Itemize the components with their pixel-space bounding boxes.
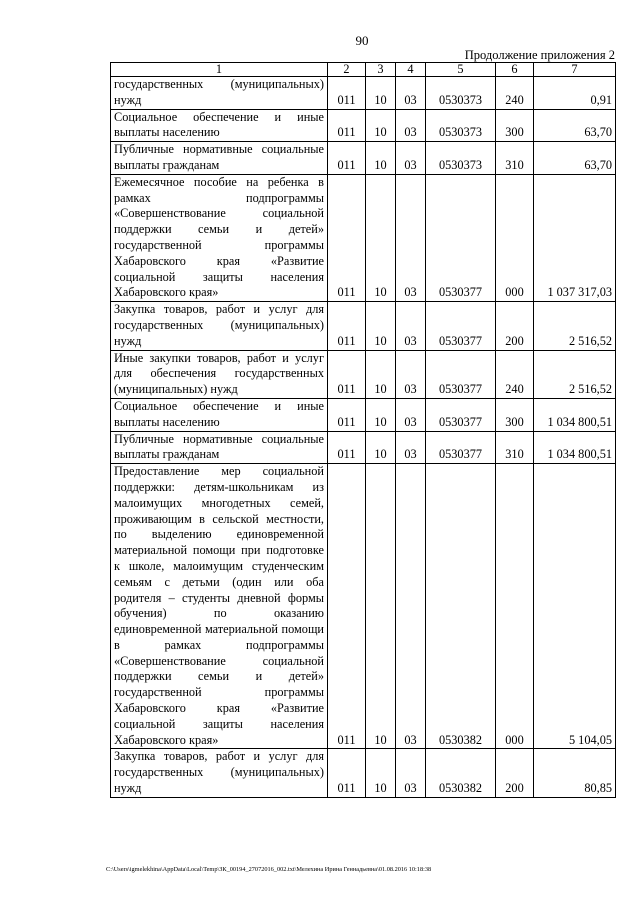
cell-ministry-code: 011 <box>328 350 366 398</box>
cell-ministry-code: 011 <box>328 142 366 175</box>
cell-subsection: 03 <box>396 398 426 431</box>
cell-expense-type: 200 <box>496 749 534 797</box>
cell-ministry-code: 011 <box>328 174 366 301</box>
cell-amount: 2 516,52 <box>534 350 616 398</box>
cell-target-article: 0530382 <box>426 749 496 797</box>
cell-amount: 80,85 <box>534 749 616 797</box>
page-number: 90 <box>355 33 369 48</box>
cell-item-name: Социальное обеспечение и иные выплаты населению <box>111 109 328 142</box>
cell-item-name: Ежемесячное пособие на ребенка в рамках подпрограммы «Совершенствование социальной поддержки семьи и детей» государственной программы Хабаровского края «Развитие социальной защиты населения Хабаровского края» <box>111 174 328 301</box>
column-header: 6 <box>496 63 534 77</box>
table-row <box>111 464 616 749</box>
cell-ministry-code: 011 <box>328 77 366 110</box>
cell-ministry-code: 011 <box>328 109 366 142</box>
cell-subsection: 03 <box>396 749 426 797</box>
table-row <box>111 174 616 301</box>
cell-amount: 63,70 <box>534 142 616 175</box>
cell-subsection: 03 <box>396 350 426 398</box>
cell-section: 10 <box>366 142 396 175</box>
table-row <box>111 77 616 110</box>
cell-section: 10 <box>366 109 396 142</box>
cell-ministry-code: 011 <box>328 302 366 350</box>
column-header: 2 <box>328 63 366 77</box>
cell-subsection: 03 <box>396 77 426 110</box>
cell-amount: 2 516,52 <box>534 302 616 350</box>
cell-ministry-code: 011 <box>328 749 366 797</box>
table-row <box>111 109 616 142</box>
cell-amount: 63,70 <box>534 109 616 142</box>
column-header: 5 <box>426 63 496 77</box>
cell-target-article: 0530373 <box>426 142 496 175</box>
cell-item-name: Публичные нормативные социальные выплаты гражданам <box>111 431 328 464</box>
cell-target-article: 0530377 <box>426 431 496 464</box>
appendix-continuation-label: Продолжение приложения 2 <box>464 48 615 62</box>
cell-item-name: государственных (муниципальных) нужд <box>111 77 328 110</box>
table-row <box>111 749 616 797</box>
cell-amount: 1 034 800,51 <box>534 398 616 431</box>
cell-subsection: 03 <box>396 109 426 142</box>
cell-expense-type: 310 <box>496 142 534 175</box>
cell-subsection: 03 <box>396 302 426 350</box>
table-row <box>111 350 616 398</box>
cell-item-name: Предоставление мер социальной поддержки: детям-школьникам из малоимущих многодетных семей, проживающим в сельской местности, по выделению единовременной материальной помощи при подготовке к школе, малоимущим студенческим семьям с детьми (один или оба родителя – студенты дневной формы обучения) по оказанию единовременной материальной помощи в рамках подпрограммы «Совершенствование социальной поддержки семьи и детей» государственной программы Хабаровского края «Развитие социальной защиты населения Хабаровского края» <box>111 464 328 749</box>
column-header: 4 <box>396 63 426 77</box>
footer-file-path: C:\Users\igmelekhina\AppData\Local\Temp\ЗК_00194_27072016_002.txt\Мелехина Ирина Геннадьевна\01.08.2016 10:18:38 <box>106 866 432 873</box>
cell-target-article: 0530377 <box>426 398 496 431</box>
cell-target-article: 0530377 <box>426 350 496 398</box>
table-row <box>111 398 616 431</box>
cell-section: 10 <box>366 464 396 749</box>
cell-section: 10 <box>366 749 396 797</box>
cell-target-article: 0530373 <box>426 109 496 142</box>
cell-expense-type: 300 <box>496 398 534 431</box>
cell-item-name: Закупка товаров, работ и услуг для государственных (муниципальных) нужд <box>111 302 328 350</box>
cell-expense-type: 200 <box>496 302 534 350</box>
cell-expense-type: 310 <box>496 431 534 464</box>
cell-section: 10 <box>366 350 396 398</box>
cell-target-article: 0530377 <box>426 174 496 301</box>
budget-table <box>110 62 616 798</box>
cell-section: 10 <box>366 398 396 431</box>
cell-section: 10 <box>366 431 396 464</box>
cell-amount: 0,91 <box>534 77 616 110</box>
column-header: 1 <box>111 63 328 77</box>
cell-section: 10 <box>366 302 396 350</box>
cell-target-article: 0530382 <box>426 464 496 749</box>
cell-ministry-code: 011 <box>328 464 366 749</box>
cell-expense-type: 000 <box>496 464 534 749</box>
column-header: 7 <box>534 63 616 77</box>
cell-subsection: 03 <box>396 464 426 749</box>
cell-subsection: 03 <box>396 431 426 464</box>
cell-amount: 1 037 317,03 <box>534 174 616 301</box>
cell-expense-type: 000 <box>496 174 534 301</box>
cell-target-article: 0530377 <box>426 302 496 350</box>
table-row <box>111 142 616 175</box>
cell-ministry-code: 011 <box>328 398 366 431</box>
cell-amount: 1 034 800,51 <box>534 431 616 464</box>
cell-expense-type: 240 <box>496 350 534 398</box>
cell-item-name: Публичные нормативные социальные выплаты гражданам <box>111 142 328 175</box>
cell-ministry-code: 011 <box>328 431 366 464</box>
cell-amount: 5 104,05 <box>534 464 616 749</box>
table-header-row <box>111 63 616 77</box>
cell-item-name: Закупка товаров, работ и услуг для государственных (муниципальных) нужд <box>111 749 328 797</box>
cell-item-name: Иные закупки товаров, работ и услуг для обеспечения государственных (муниципальных) нужд <box>111 350 328 398</box>
cell-expense-type: 300 <box>496 109 534 142</box>
table-row <box>111 431 616 464</box>
cell-section: 10 <box>366 174 396 301</box>
cell-item-name: Социальное обеспечение и иные выплаты населению <box>111 398 328 431</box>
cell-section: 10 <box>366 77 396 110</box>
table-row <box>111 302 616 350</box>
cell-subsection: 03 <box>396 142 426 175</box>
cell-target-article: 0530373 <box>426 77 496 110</box>
cell-subsection: 03 <box>396 174 426 301</box>
column-header: 3 <box>366 63 396 77</box>
cell-expense-type: 240 <box>496 77 534 110</box>
